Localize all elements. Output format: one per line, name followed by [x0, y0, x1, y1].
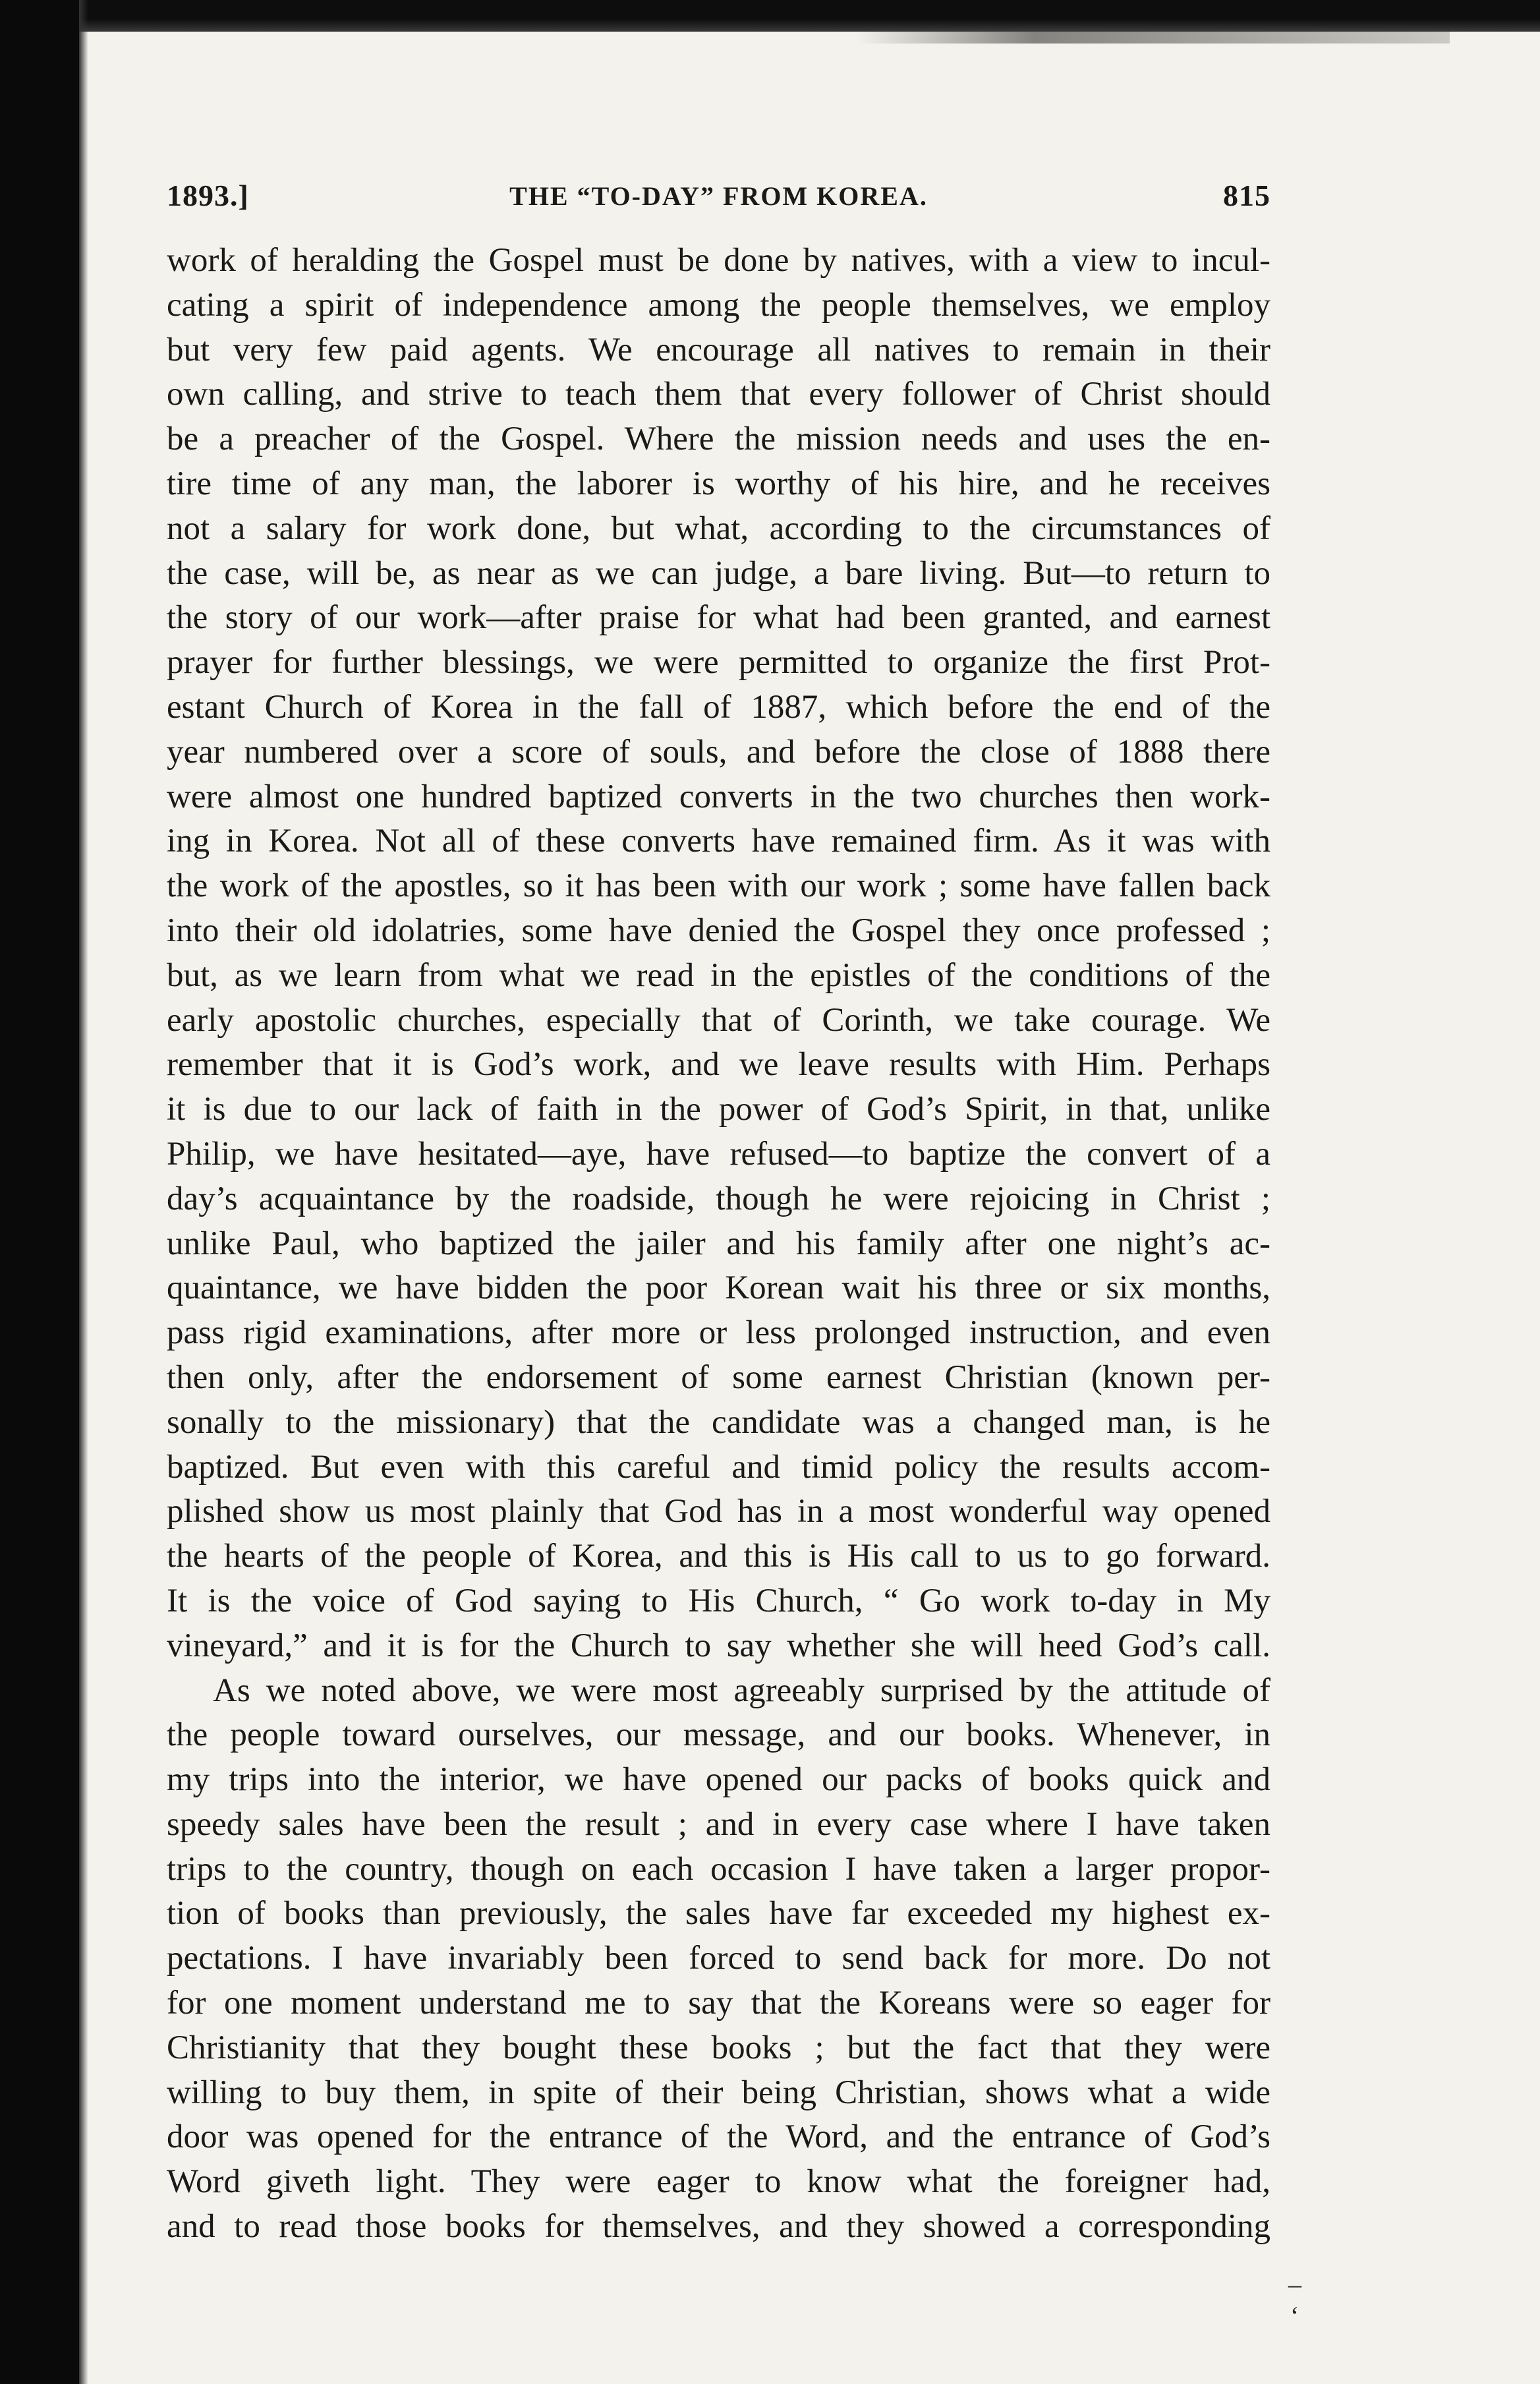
- text-line: the hearts of the people of Korea, and this is His call to us to go forward.: [167, 1538, 1270, 1575]
- text-line: pass rigid examinations, after more or less prolonged instruction, and even: [167, 1314, 1270, 1352]
- scan-border-left-edge: [79, 0, 88, 2384]
- text-line: unlike Paul, who baptized the jailer and his family after one night’s ac-: [167, 1225, 1270, 1262]
- text-line: prayer for further blessings, we were permitted to organize the first Prot-: [167, 644, 1270, 682]
- text-line: then only, after the endorsement of some earnest Christian (known per-: [167, 1358, 1270, 1396]
- text-line: ing in Korea. Not all of these converts have remained firm. As it was with: [167, 823, 1270, 860]
- text-line: it is due to our lack of faith in the power of God’s Spirit, in that, unlike: [167, 1091, 1270, 1128]
- text-line: quaintance, we have bidden the poor Korean wait his three or six months,: [167, 1269, 1270, 1307]
- running-head-title: THE “TO-DAY” FROM KOREA.: [509, 181, 928, 211]
- text-line: early apostolic churches, especially that of Corinth, we take courage. We: [167, 1001, 1270, 1039]
- text-line: Word giveth light. They were eager to know what the foreigner had,: [167, 2163, 1270, 2201]
- text-line: cating a spirit of independence among the people themselves, we employ: [167, 286, 1270, 324]
- text-line: be a preacher of the Gospel. Where the mission needs and uses the en-: [167, 421, 1270, 458]
- text-line: my trips into the interior, we have opened our packs of books quick and: [167, 1761, 1270, 1799]
- text-line: the story of our work—after praise for what had been granted, and earnest: [167, 599, 1270, 637]
- text-line: into their old idolatries, some have denied the Gospel they once professed ;: [167, 912, 1270, 949]
- page-number: 815: [1223, 179, 1270, 212]
- text-line: and to read those books for themselves, and they showed a corresponding: [167, 2208, 1270, 2246]
- margin-mark: ‘: [1290, 2301, 1299, 2331]
- text-line: As we noted above, we were most agreeably surprised by the attitude of: [213, 1672, 1270, 1709]
- body-text: [167, 239, 1270, 2250]
- text-line: were almost one hundred baptized converts in the two churches then work-: [167, 778, 1270, 815]
- text-line: trips to the country, though on each occasion I have taken a larger propor-: [167, 1850, 1270, 1888]
- text-line: willing to buy them, in spite of their being Christian, shows what a wide: [167, 2074, 1270, 2111]
- text-line: the work of the apostles, so it has been with our work ; some have fallen back: [167, 867, 1270, 905]
- text-line: but, as we learn from what we read in the epistles of the conditions of the: [167, 956, 1270, 994]
- text-line: sonally to the missionary) that the candidate was a changed man, is he: [167, 1403, 1270, 1441]
- text-line: work of heralding the Gospel must be done by natives, with a view to incul-: [167, 242, 1270, 279]
- scan-border-top: [0, 0, 1540, 32]
- running-head: [167, 178, 1270, 224]
- text-line: day’s acquaintance by the roadside, though he were rejoicing in Christ ;: [167, 1180, 1270, 1217]
- page: [167, 178, 1270, 2250]
- text-line: speedy sales have been the result ; and in every case where I have taken: [167, 1805, 1270, 1843]
- text-line: own calling, and strive to teach them that every follower of Christ should: [167, 376, 1270, 413]
- text-line: door was opened for the entrance of the Word, and the entrance of God’s: [167, 2118, 1270, 2156]
- text-line: tire time of any man, the laborer is worthy of his hire, and he receives: [167, 465, 1270, 502]
- text-line: Philip, we have hesitated—aye, have refused—to baptize the convert of a: [167, 1135, 1270, 1173]
- text-line: pectations. I have invariably been forced to send back for more. Do not: [167, 1940, 1270, 1977]
- scan-border-left: [0, 0, 79, 2384]
- text-line: vineyard,” and it is for the Church to say whether she will heed God’s call.: [167, 1627, 1270, 1664]
- text-line: Christianity that they bought these books ; but the fact that they were: [167, 2029, 1270, 2066]
- running-head-year: 1893.]: [167, 179, 249, 212]
- text-line: estant Church of Korea in the fall of 1887, which before the end of the: [167, 688, 1270, 726]
- scan-streak: [857, 32, 1450, 44]
- margin-mark: –: [1288, 2269, 1301, 2299]
- text-line: not a salary for work done, but what, according to the circumstances of: [167, 509, 1270, 547]
- text-line: plished show us most plainly that God has in a most wonderful way opened: [167, 1493, 1270, 1530]
- text-line: year numbered over a score of souls, and before the close of 1888 there: [167, 733, 1270, 770]
- text-line: It is the voice of God saying to His Church, “ Go work to-day in My: [167, 1582, 1270, 1619]
- text-line: tion of books than previously, the sales have far exceeded my highest ex-: [167, 1895, 1270, 1933]
- text-line: the case, will be, as near as we can judge, a bare living. But—to return to: [167, 554, 1270, 592]
- text-line: remember that it is God’s work, and we leave results with Him. Perhaps: [167, 1046, 1270, 1084]
- text-line: for one moment understand me to say that the Koreans were so eager for: [167, 1985, 1270, 2022]
- text-line: but very few paid agents. We encourage all natives to remain in their: [167, 331, 1270, 368]
- text-line: the people toward ourselves, our message, and our books. Whenever, in: [167, 1716, 1270, 1754]
- text-line: baptized. But even with this careful and timid policy the results accom-: [167, 1448, 1270, 1486]
